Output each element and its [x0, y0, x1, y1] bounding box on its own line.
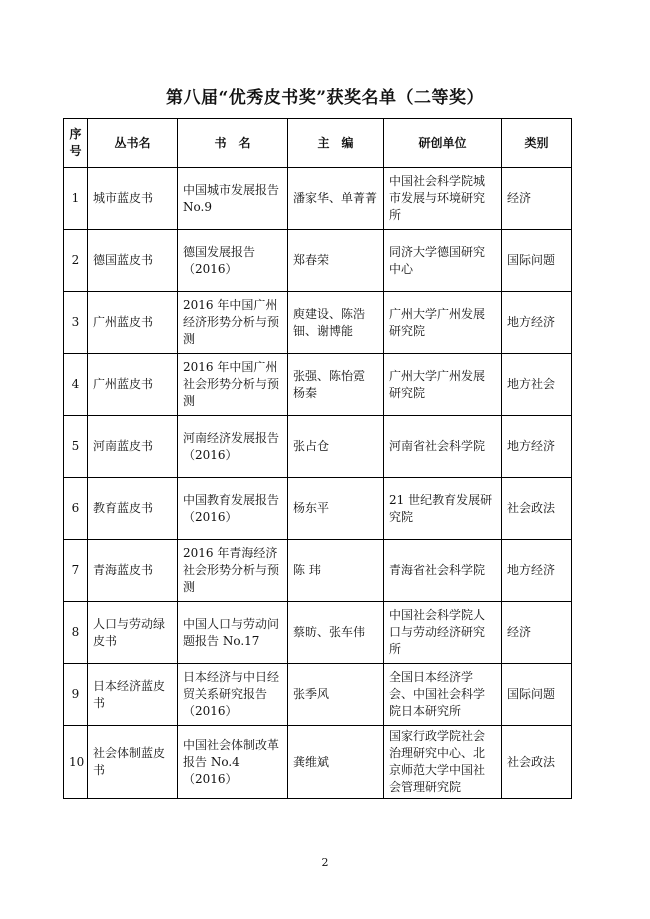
table-header-row — [64, 119, 572, 168]
cell-no: 8 — [64, 602, 88, 664]
cell-category: 经济 — [502, 168, 572, 230]
cell-book: 中国城市发展报告No.9 — [178, 168, 288, 230]
cell-no: 4 — [64, 354, 88, 416]
cell-series: 城市蓝皮书 — [88, 168, 178, 230]
cell-category: 地方社会 — [502, 354, 572, 416]
table-row — [64, 726, 572, 799]
cell-book: 中国社会体制改革报告 No.4（2016） — [178, 726, 288, 799]
cell-book: 日本经济与中日经贸关系研究报告（2016） — [178, 664, 288, 726]
cell-editor: 郑春荣 — [288, 230, 384, 292]
table-row — [64, 602, 572, 664]
cell-unit: 青海省社会科学院 — [384, 540, 502, 602]
cell-no: 7 — [64, 540, 88, 602]
cell-series: 青海蓝皮书 — [88, 540, 178, 602]
header-editor: 主 编 — [288, 119, 384, 168]
cell-no: 1 — [64, 168, 88, 230]
header-book: 书 名 — [178, 119, 288, 168]
cell-unit: 21 世纪教育发展研究院 — [384, 478, 502, 540]
header-no: 序号 — [64, 119, 88, 168]
cell-no: 5 — [64, 416, 88, 478]
cell-editor: 张占仓 — [288, 416, 384, 478]
cell-series: 教育蓝皮书 — [88, 478, 178, 540]
cell-no: 3 — [64, 292, 88, 354]
cell-editor: 龚维斌 — [288, 726, 384, 799]
cell-series: 社会体制蓝皮书 — [88, 726, 178, 799]
header-unit: 研创单位 — [384, 119, 502, 168]
cell-editor: 蔡昉、张车伟 — [288, 602, 384, 664]
page-number: 2 — [321, 856, 329, 869]
cell-no: 6 — [64, 478, 88, 540]
awards-table — [63, 118, 572, 799]
cell-no: 10 — [64, 726, 88, 799]
table-row — [64, 230, 572, 292]
cell-editor: 杨东平 — [288, 478, 384, 540]
header-category: 类别 — [502, 119, 572, 168]
cell-book: 河南经济发展报告（2016） — [178, 416, 288, 478]
cell-editor: 张强、陈怡霓 杨秦 — [288, 354, 384, 416]
cell-editor: 陈 玮 — [288, 540, 384, 602]
table-row — [64, 540, 572, 602]
cell-unit: 中国社会科学院城市发展与环境研究所 — [384, 168, 502, 230]
cell-unit: 全国日本经济学会、中国社会科学院日本研究所 — [384, 664, 502, 726]
cell-category: 地方经济 — [502, 292, 572, 354]
cell-category: 经济 — [502, 602, 572, 664]
cell-category: 国际问题 — [502, 664, 572, 726]
cell-unit: 河南省社会科学院 — [384, 416, 502, 478]
table-row — [64, 168, 572, 230]
cell-series: 日本经济蓝皮书 — [88, 664, 178, 726]
cell-unit: 广州大学广州发展研究院 — [384, 292, 502, 354]
cell-category: 社会政法 — [502, 478, 572, 540]
cell-series: 河南蓝皮书 — [88, 416, 178, 478]
cell-editor: 庾建设、陈浩钿、谢博能 — [288, 292, 384, 354]
cell-no: 9 — [64, 664, 88, 726]
table-row — [64, 292, 572, 354]
cell-category: 社会政法 — [502, 726, 572, 799]
table-row — [64, 478, 572, 540]
cell-series: 人口与劳动绿皮书 — [88, 602, 178, 664]
cell-unit: 中国社会科学院人口与劳动经济研究所 — [384, 602, 502, 664]
table-row — [64, 416, 572, 478]
cell-book: 中国人口与劳动问题报告 No.17 — [178, 602, 288, 664]
cell-series: 广州蓝皮书 — [88, 354, 178, 416]
cell-book: 2016 年青海经济社会形势分析与预测 — [178, 540, 288, 602]
cell-book: 中国教育发展报告（2016） — [178, 478, 288, 540]
cell-no: 2 — [64, 230, 88, 292]
page-title: 第八届“优秀皮书奖”获奖名单（二等奖） — [165, 88, 485, 108]
cell-editor: 潘家华、单菁菁 — [288, 168, 384, 230]
cell-series: 德国蓝皮书 — [88, 230, 178, 292]
cell-editor: 张季风 — [288, 664, 384, 726]
cell-unit: 广州大学广州发展研究院 — [384, 354, 502, 416]
cell-category: 地方经济 — [502, 540, 572, 602]
cell-category: 地方经济 — [502, 416, 572, 478]
cell-series: 广州蓝皮书 — [88, 292, 178, 354]
cell-category: 国际问题 — [502, 230, 572, 292]
cell-unit: 同济大学德国研究中心 — [384, 230, 502, 292]
cell-unit: 国家行政学院社会治理研究中心、北京师范大学中国社会管理研究院 — [384, 726, 502, 799]
table-row — [64, 354, 572, 416]
table-row — [64, 664, 572, 726]
header-series: 丛书名 — [88, 119, 178, 168]
cell-book: 2016 年中国广州经济形势分析与预测 — [178, 292, 288, 354]
cell-book: 德国发展报告（2016） — [178, 230, 288, 292]
cell-book: 2016 年中国广州社会形势分析与预测 — [178, 354, 288, 416]
